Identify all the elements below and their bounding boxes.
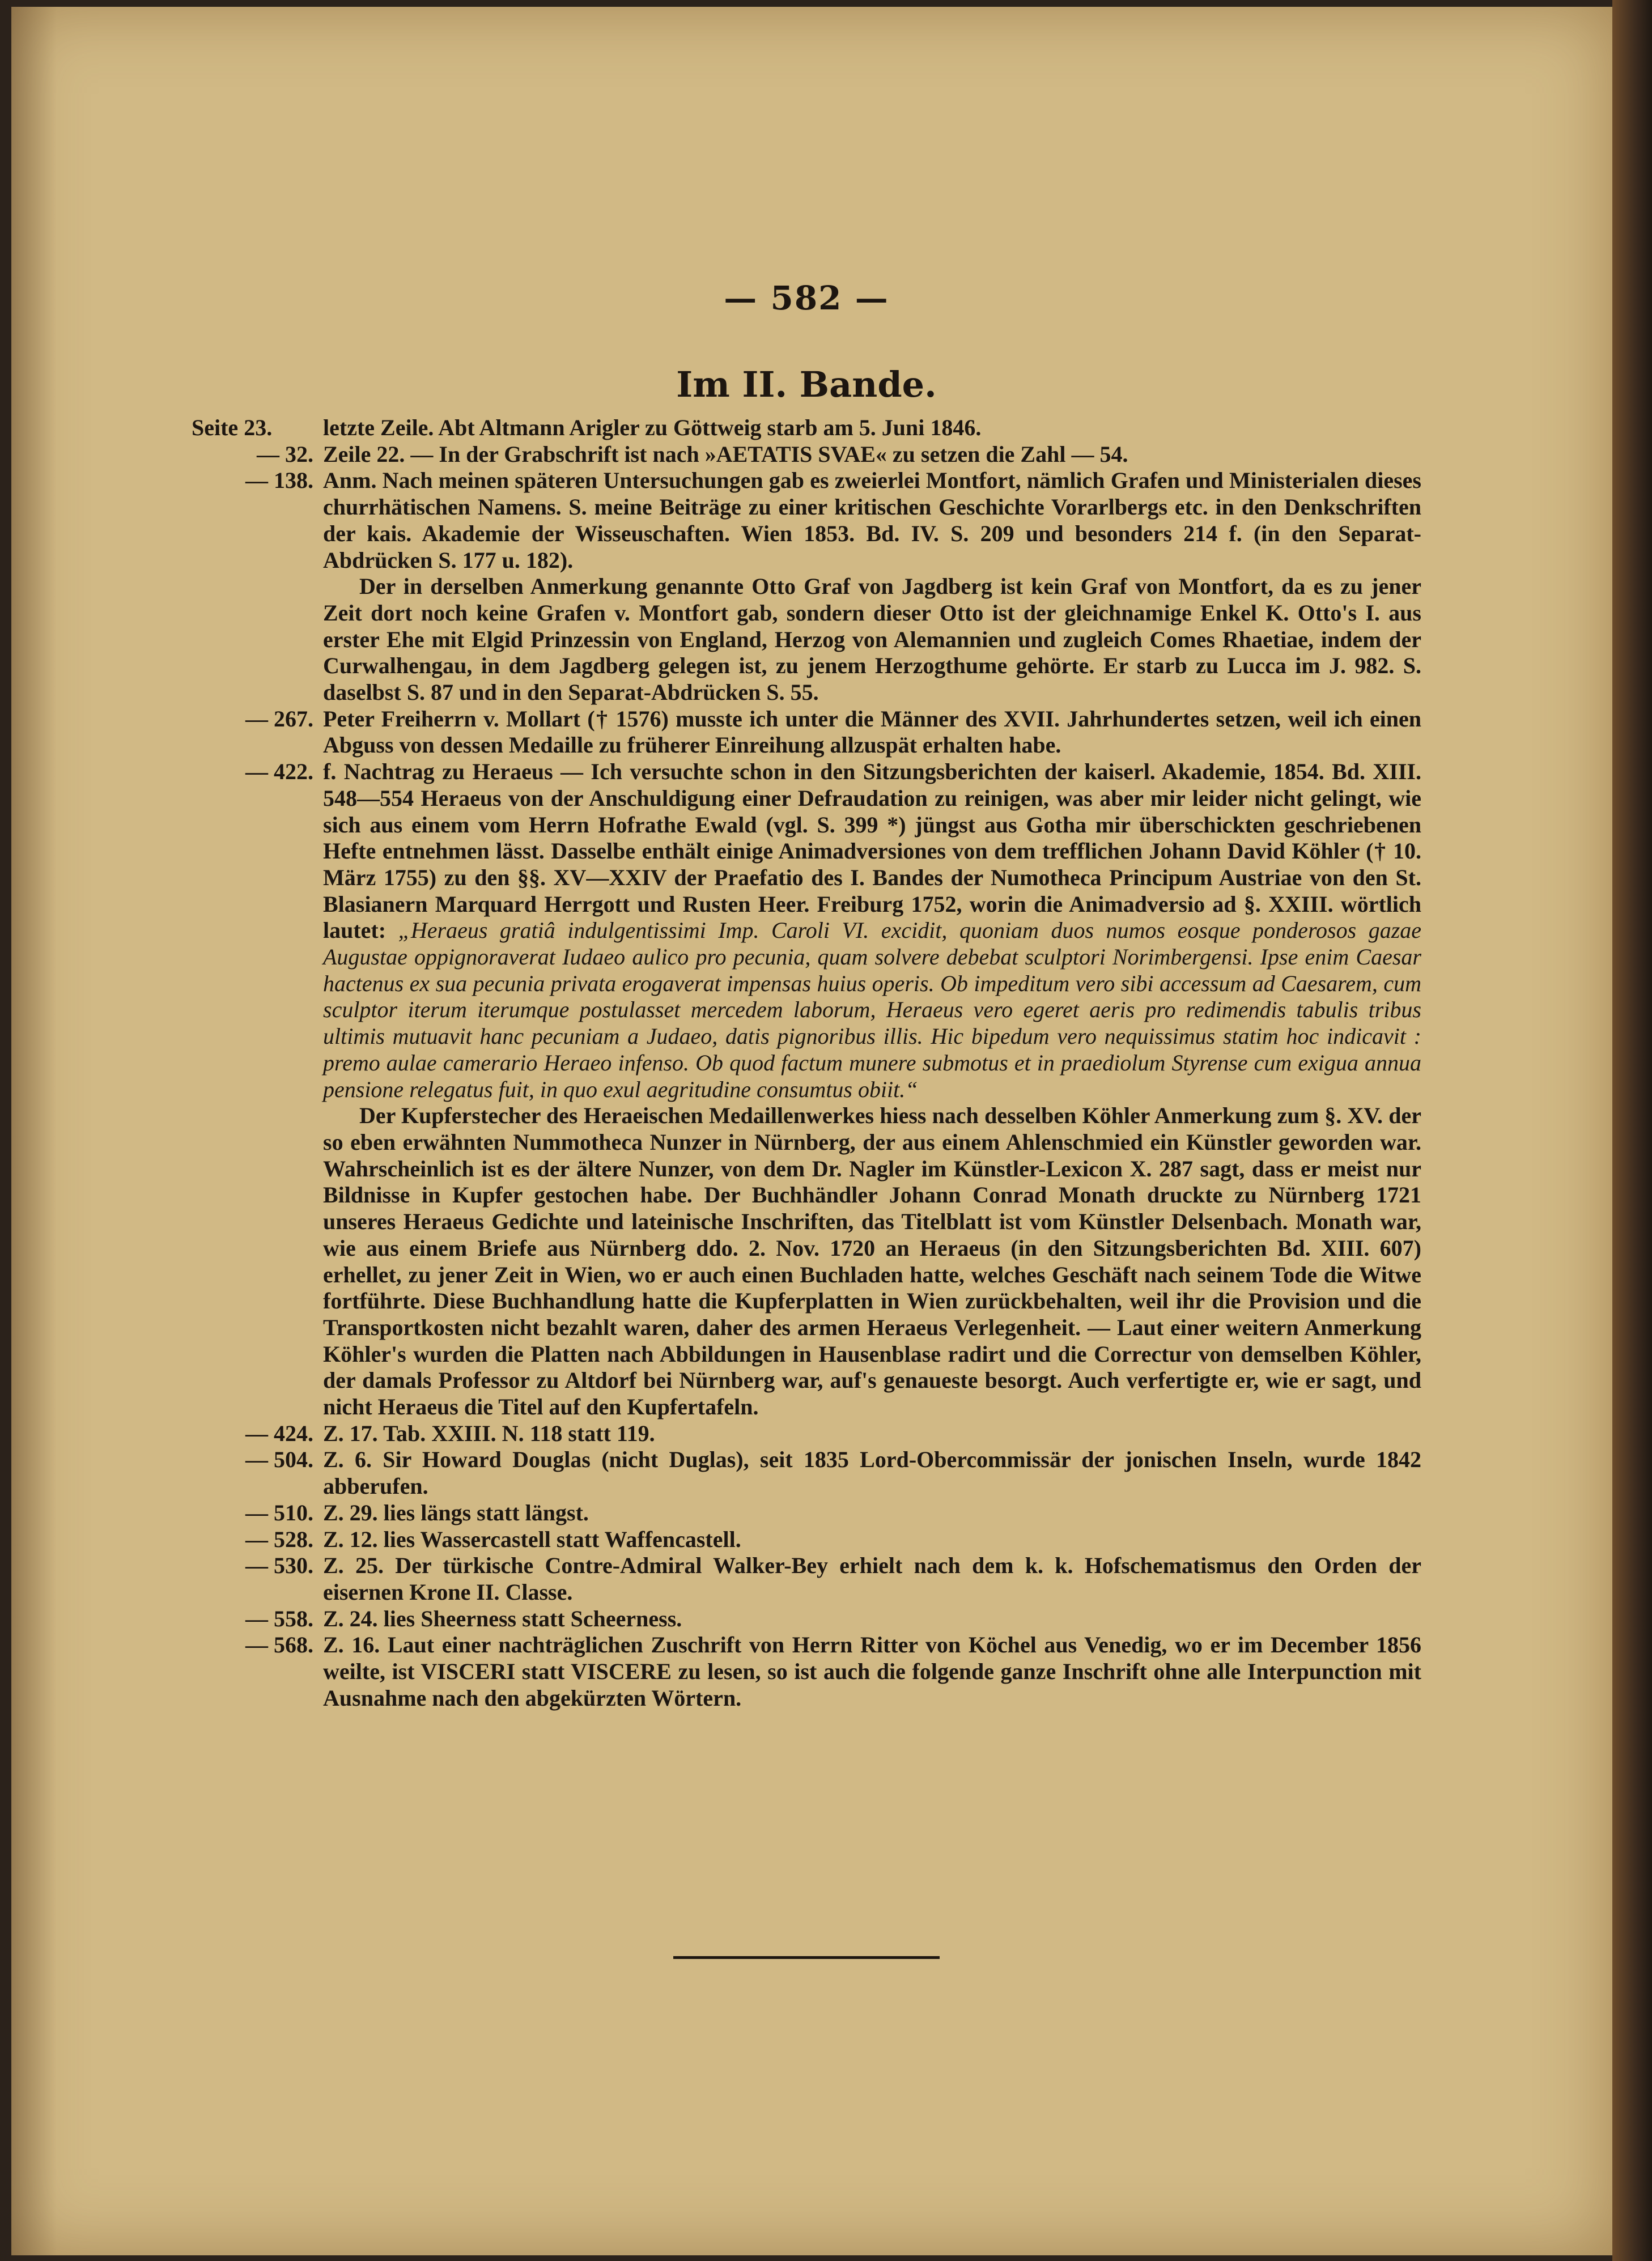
- entry-text: Z. 25. Der türkische Contre-Admiral Walker-Bey erhielt nach dem k. k. Hofschematismus den Orden der eisernen Krone II. Classe.: [323, 1553, 1421, 1605]
- entry-reference: — 138.: [245, 468, 313, 494]
- errata-entry: [192, 1632, 1421, 1711]
- entry-text: Z. 24. lies Sheerness statt Scheerness.: [323, 1605, 682, 1631]
- entry-reference: — 32.: [257, 441, 313, 467]
- entry-text: Peter Freiherrn v. Mollart († 1576) musste ich unter die Männer des XVII. Jahrhundertes setzen, weil ich einen Abguss von dessen Medaille zu früherer Einreihung allzuspät erhalten habe.: [323, 706, 1421, 758]
- errata-entry: [192, 1606, 1421, 1633]
- entry-reference: — 558.: [245, 1605, 313, 1631]
- page-content: [192, 279, 1421, 1979]
- entry-reference: — 528.: [245, 1526, 313, 1552]
- entry-reference: — 424.: [245, 1420, 313, 1446]
- latin-quote: „Heraeus gratiâ indulgentissimi Imp. Caroli VI. excidit, quoniam duos numos eosque ponderosos gazae Augustae oppignoraverat Iudaeo aulico pro pecunia, quam solvere debebat sculptori Norimbergensi. Ipse enim Caesar hactenus ex sua pecunia privata erogaverat impensas huius operis. Ob impeditum vero sibi accessum ad Caesarem, cum sculptor iterum iterumque postulasset mercedem laborum, Heraeus vero egeret aeris pro redimendis tabulis tribus ultimis mutuavit hanc pecuniam a Judaeo, datis pignoribus illis. Hic bipedum vero nequissimus statim hoc indicavit : premo aulae camerario Heraeo infenso. Ob quod factum munere submotus et in praediolum Styrense cum exigua annua pensione relegatus fuit, in quo exul aegritudine consumtus obiit.“: [323, 917, 1422, 1102]
- errata-entry: [192, 441, 1421, 468]
- errata-entry: [192, 1500, 1421, 1527]
- page-number: — 582 —: [724, 279, 889, 317]
- scanned-page: [11, 7, 1612, 2255]
- entry-text: Anm. Nach meinen späteren Untersuchungen gab es zweierlei Montfort, nämlich Grafen und Ministerialen dieses churrhätischen Namens. S. meine Beiträge zu einer kritischen Geschichte Vorarlbergs etc. in den Denkschriften der kais. Akademie der Wisseuschaften. Wien 1853. Bd. IV. S. 209 und besonders 214 f. (in den Separat-Abdrücken S. 177 u. 182).: [323, 468, 1421, 573]
- page-edge-shadow: [11, 7, 57, 2255]
- entry-text: Der Kupferstecher des Heraeischen Medaillenwerkes hiess nach desselben Köhler Anmerkung zum §. XV. der so eben erwähnten Nummotheca Nunzer in Nürnberg, der aus einem Ahlenschmied ein Künstler geworden war. Wahrscheinlich ist es der ältere Nunzer, von dem Dr. Nagler im Künstler-Lexicon X. 287 sagt, dass er meist nur Bildnisse in Kupfer gestochen habe. Der Buchhändler Johann Conrad Monath druckte zu Nürnberg 1721 unseres Heraeus Gedichte und lateinische Inschriften, das Titelblatt ist vom Künstler Delsenbach. Monath war, wie aus einem Briefe aus Nürnberg ddo. 2. Nov. 1720 an Heraeus (in den Sitzungsberichten Bd. XIII. 607) erhellet, zu jener Zeit in Wien, wo er auch einen Buchladen hatte, welches Geschäft nach seinem Tode die Witwe fortführte. Diese Buchhandlung hatte die Kupferplatten in Wien zurückbehalten, weil ihr die Provision und die Transportkosten nicht bezahlt waren, daher des armen Heraeus Verlegenheit. — Laut einer weitern Anmerkung Köhler's wurden die Platten nach Abbildungen in Hausenblase radirt und die Correctur von demselben Köhler, der damals Professor zu Altdorf bei Nürnberg war, auf's genaueste besorgt. Auch verfertigte er, wie er sagt, und nicht Heraeus die Titel auf den Kupfertafeln.: [323, 1103, 1421, 1420]
- errata-entry: [192, 415, 1421, 441]
- entry-reference: — 504.: [245, 1447, 313, 1473]
- errata-entry: [192, 706, 1421, 759]
- section-heading: Im II. Bande.: [676, 364, 937, 405]
- entry-text: Zeile 22. — In der Grabschrift ist nach »AETATIS SVAE« zu setzen die Zahl — 54.: [323, 441, 1128, 467]
- errata-entry: [192, 468, 1421, 706]
- entry-text: Z. 12. lies Wassercastell statt Waffencastell.: [323, 1526, 741, 1552]
- entry-reference: — 530.: [245, 1553, 313, 1579]
- entry-reference: — 510.: [245, 1499, 313, 1525]
- errata-entry: [192, 1527, 1421, 1553]
- entry-reference: Seite 23.: [192, 415, 273, 440]
- entry-text: Z. 16. Laut einer nachträglichen Zuschrift von Herrn Ritter von Köchel aus Venedig, wo er im December 1856 weilte, ist VISCERI statt VISCERE zu lesen, so ist auch die folgende ganze Inschrift ohne alle Interpunction mit Ausnahme nach den abgekürzten Wörtern.: [323, 1632, 1421, 1711]
- errata-entry: [192, 1447, 1421, 1499]
- entry-reference: — 568.: [245, 1632, 313, 1658]
- entry-reference: — 267.: [245, 706, 313, 732]
- entry-text: [323, 759, 1421, 1103]
- entry-text: Der in derselben Anmerkung genannte Otto Graf von Jagdberg ist kein Graf von Montfort, da es zu jener Zeit dort noch keine Grafen v. Montfort gab, sondern dieser Otto ist der gleichnamige Enkel K. Otto's I. aus erster Ehe mit Elgid Prinzessin von England, Herzog von Alemannien und zugleich Comes Rhaetiae, indem der Curwalhengau, in dem Jagdberg gelegen ist, zu jenem Herzogthume gehörte. Er starb zu Lucca im J. 982. S. daselbst S. 87 und in den Separat-Abdrücken S. 55.: [323, 573, 1421, 706]
- entry-text: letzte Zeile. Abt Altmann Arigler zu Göttweig starb am 5. Juni 1846.: [323, 415, 982, 440]
- entry-text-main: f. Nachtrag zu Heraeus — Ich versuchte schon in den Sitzungsberichten der kaiserl. Akademie, 1854. Bd. XIII. 548—554 Heraeus von der Anschuldigung einer Defraudation zu reinigen, was aber mir leider nicht gelingt, wie sich aus einem vom Herrn Hofrathe Ewald (vgl. S. 399 *) jüngst aus Gotha mir überschickten geschriebenen Hefte entnehmen lässt. Dasselbe enthält einige Animadversiones von dem trefflichen Johann David Köhler († 10. März 1755) zu den §§. XV—XXIV der Praefatio des I. Bandes der Numotheca Principum Austriae von den St. Blasianern Marquard Herrgott und Rusten Heer. Freiburg 1752, worin die Animadversio ad §. XXIII. wörtlich lautet:: [323, 759, 1421, 944]
- errata-list: [192, 415, 1421, 1711]
- entry-text: Z. 17. Tab. XXIII. N. 118 statt 119.: [323, 1420, 655, 1446]
- errata-entry: [192, 759, 1421, 1421]
- closing-rule: [673, 1956, 940, 1959]
- entry-text: Z. 29. lies längs statt längst.: [323, 1499, 589, 1525]
- book-binding-edge: [1612, 0, 1652, 2261]
- errata-entry: [192, 1421, 1421, 1447]
- entry-text: Z. 6. Sir Howard Douglas (nicht Duglas), seit 1835 Lord-Obercommissär der jonischen Inseln, wurde 1842 abberufen.: [323, 1447, 1421, 1499]
- errata-entry: [192, 1553, 1421, 1605]
- entry-reference: — 422.: [245, 759, 313, 785]
